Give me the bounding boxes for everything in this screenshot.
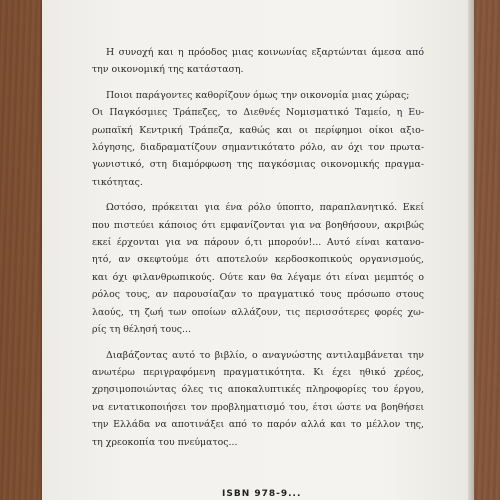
paragraph-2 bbox=[92, 87, 424, 191]
isbn-label: ISBN 978-9... bbox=[222, 489, 302, 499]
text-line: και όχι φιλανθρωπικούς. Ούτε καν θα λέγαμε ότι είναι μεμπτός ο bbox=[92, 271, 424, 283]
text-line: Ωστόσο, πρόκειται για ένα ρόλο ύποπτο, παραπλανητικό. Εκεί bbox=[106, 202, 424, 214]
text-line: χρησιμοποιώντας όλες τις αποκαλυπτικές πληροφορίες του έργου, bbox=[92, 384, 424, 396]
text-line: Οι Παγκόσμιες Τράπεζες, το Διεθνές Νομισματικό Ταμείο, η Ευ- bbox=[92, 107, 424, 119]
text-line: να εντατικοποιήσει τον προβληματισμό του, έτσι ώστε να βοηθήσει bbox=[92, 401, 424, 413]
text-line: ητό, αν σκεφτούμε ότι αποτελούν κερδοσκοπικούς οργανισμούς, bbox=[92, 254, 424, 266]
text-line: λόγησης, διαδραματίζουν σημαντικότατο ρόλο, αν όχι τον πρωτα- bbox=[92, 142, 424, 154]
text-line: Η συνοχή και η πρόοδος μιας κοινωνίας εξαρτώνται άμεσα από bbox=[106, 47, 424, 58]
text-line: ρόλος τους, αν παρουσίαζαν το πραγματικό τους πρόσωπο στους bbox=[92, 289, 424, 301]
text-line: λαούς, τη ζωή των οποίων αλλάζουν, τις περισσότερες φορές χω- bbox=[92, 306, 424, 318]
text-line: Ποιοι παράγοντες καθορίζουν όμως την οικονομία μιας χώρας; bbox=[106, 89, 410, 101]
paragraph-1 bbox=[92, 44, 424, 79]
text-line: τικότητας. bbox=[92, 176, 143, 188]
text-line: τη χρεοκοπία του πνεύματος... bbox=[92, 436, 238, 448]
text-line: ρίς τη θέλησή τους... bbox=[92, 324, 191, 336]
blurb-text bbox=[92, 44, 424, 459]
text-line: την οικονομική της κατάσταση. bbox=[92, 64, 244, 76]
paragraph-4 bbox=[92, 347, 424, 451]
text-line: Διαβάζοντας αυτό το βιβλίο, ο αναγνώστης αντιλαμβάνεται την bbox=[106, 349, 424, 361]
text-line: την Ελλάδα να αποτινάξει από το παρόν αλλά και το μέλλον της, bbox=[92, 419, 424, 431]
book-page-edge bbox=[468, 0, 474, 500]
text-line: που πιστεύει κάποιος ότι εμφανίζονται για να βοηθήσουν, ακριβώς bbox=[92, 219, 424, 231]
text-line: γωνιστικό, στη διαμόρφωση της παγκόσμιας οικονομικής πραγμα- bbox=[92, 159, 424, 171]
book-back-cover bbox=[42, 0, 468, 500]
text-line: ανωτέρω περιγραφόμενη πραγματικότητα. Κι έχει ηθικό χρέος, bbox=[92, 366, 424, 378]
text-line: ρωπαϊκή Κεντρική Τράπεζα, καθώς και οι περίφημοι οίκοι αξιο- bbox=[92, 124, 424, 136]
paragraph-3 bbox=[92, 199, 424, 338]
text-line: εκεί έρχονται για να πάρουν ό,τι μπορούν!... Αυτό είναι κατανο- bbox=[92, 237, 424, 249]
